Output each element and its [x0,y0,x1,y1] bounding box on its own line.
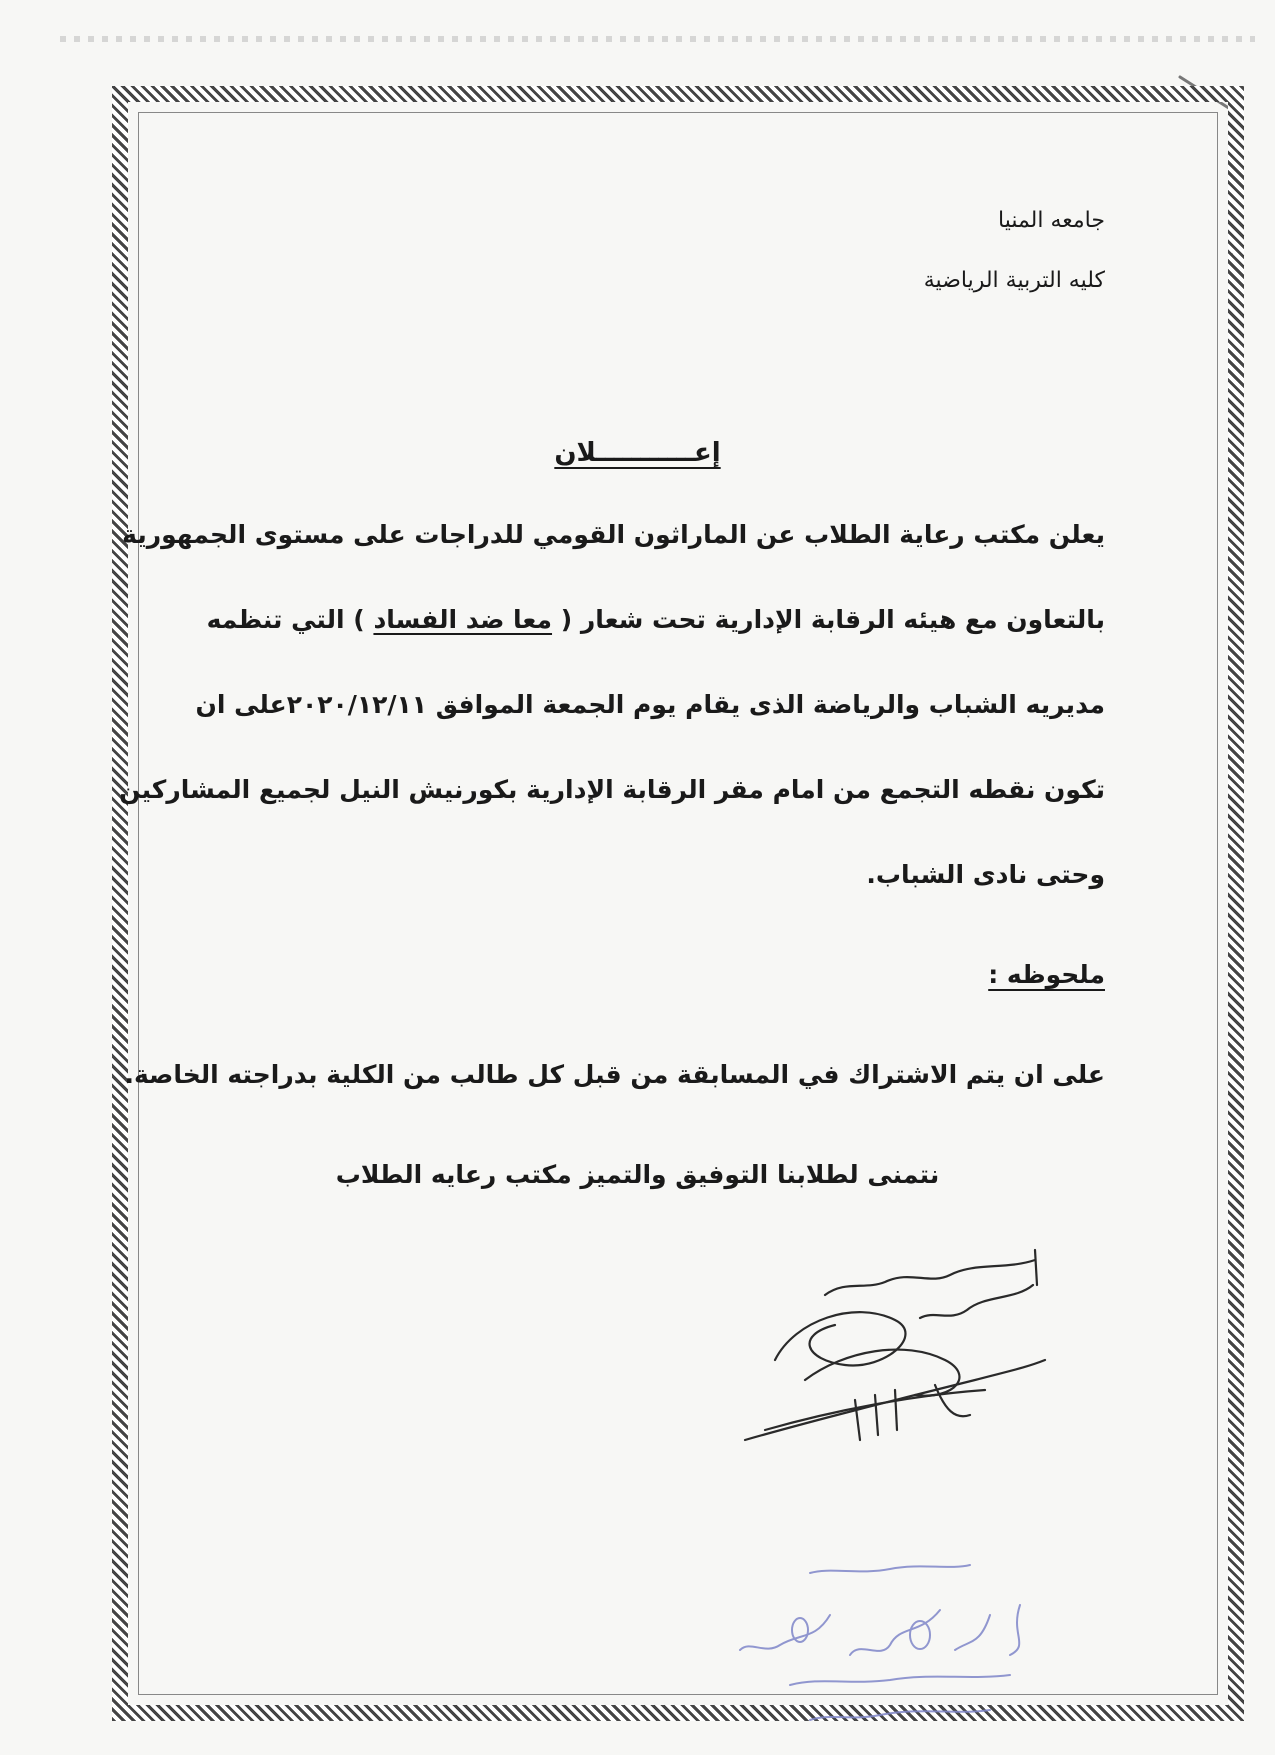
scan-edge-artifact [60,36,1255,42]
body-line-4: تكون نقطه التجمع من امام مقر الرقابة الإدارية بكورنيش النيل لجميع المشاركين [119,775,1105,804]
note-text: على ان يتم الاشتراك في المسابقة من قبل كل طالب من الكلية بدراجته الخاصة. [124,1060,1105,1089]
campaign-slogan: معا ضد الفساد [373,605,553,634]
handwritten-signature [735,1240,1065,1460]
body-line-5: وحتى نادى الشباب. [866,860,1105,889]
faculty-name: كليه التربية الرياضية [923,268,1105,293]
body-line-1: يعلن مكتب رعاية الطلاب عن الماراثون القومي للدراجات على مستوى الجمهورية [122,520,1105,549]
closing-line: نتمنى لطلابنا التوفيق والتميز مكتب رعايه الطلاب [335,1160,940,1189]
body-line-2-start: بالتعاون مع هيئه الرقابة الإدارية تحت شعار ( [560,605,1105,634]
announcement-title: إعـــــــــــلان [554,438,721,468]
body-line-2 [207,605,1105,634]
official-stamp [720,1545,1060,1745]
note-label: ملحوظه : [988,960,1105,989]
university-name: جامعه المنيا [997,208,1105,233]
body-line-2-end: ) التي تنظمه [206,605,365,634]
body-line-3: مديريه الشباب والرياضة الذى يقام يوم الجمعة الموافق ٢٠٢٠/١٢/١١على ان [195,690,1105,719]
